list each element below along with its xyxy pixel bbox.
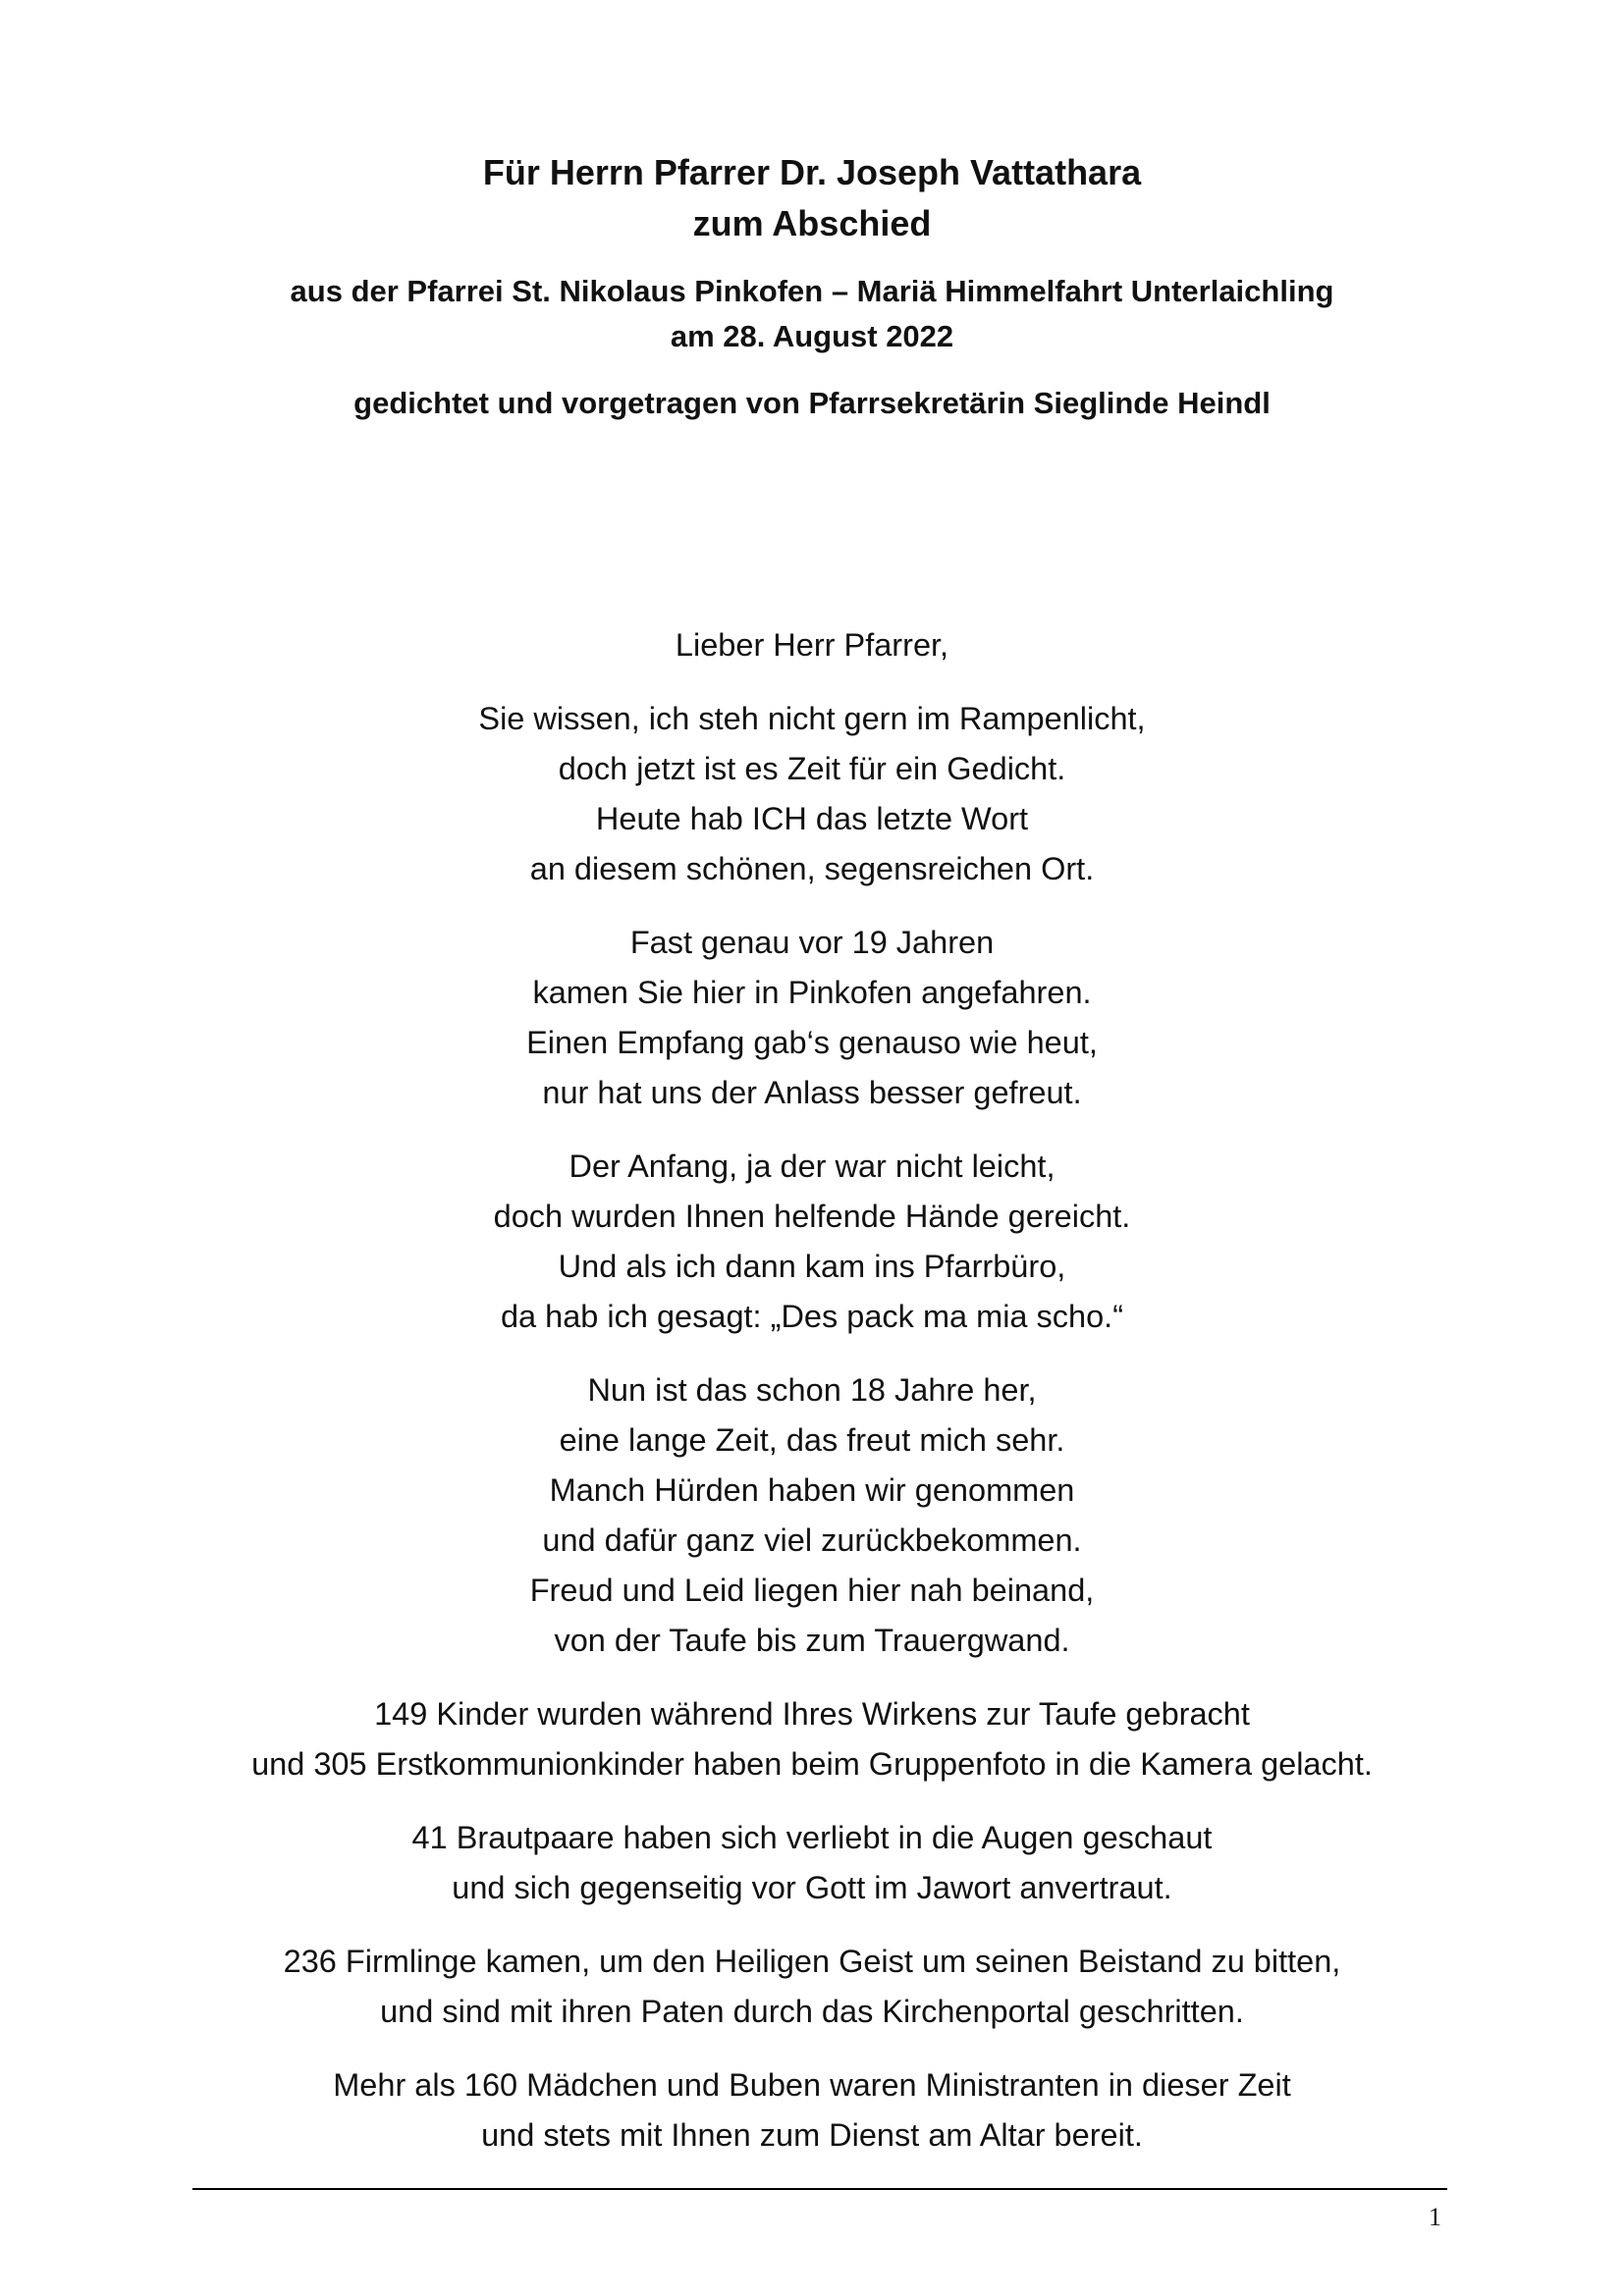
stanza-5 <box>0 1689 1624 1789</box>
poem-line: 236 Firmlinge kamen, um den Heiligen Geist um seinen Beistand zu bitten, <box>283 1944 1341 1979</box>
poem-line: 149 Kinder wurden während Ihres Wirkens zur Taufe gebracht <box>374 1696 1250 1732</box>
poem-line: Nun ist das schon 18 Jahre her, <box>587 1372 1037 1408</box>
poem <box>0 620 1624 2184</box>
stanza-1 <box>0 694 1624 894</box>
poem-line: doch jetzt ist es Zeit für ein Gedicht. <box>558 751 1066 786</box>
poem-line: da hab ich gesagt: „Des pack ma mia scho.“ <box>500 1299 1124 1334</box>
stanza-3 <box>0 1142 1624 1342</box>
poem-line: Freud und Leid liegen hier nah beinand, <box>529 1573 1095 1608</box>
document-header <box>0 147 1624 426</box>
poem-line: Mehr als 160 Mädchen und Buben waren Ministranten in dieser Zeit <box>333 2067 1291 2103</box>
poem-line: und dafür ganz viel zurückbekommen. <box>542 1522 1082 1558</box>
poem-line: Fast genau vor 19 Jahren <box>629 925 995 960</box>
occasion-block <box>0 269 1624 359</box>
stanza-7 <box>0 1937 1624 2037</box>
salutation: Lieber Herr Pfarrer, <box>675 627 949 663</box>
poem-line: an diesem schönen, segensreichen Ort. <box>529 851 1095 886</box>
poem-line: doch wurden Ihnen helfende Hände gereicht. <box>493 1199 1131 1234</box>
poem-line: und sind mit ihren Paten durch das Kirchenportal geschritten. <box>380 1994 1244 2029</box>
poem-line: Manch Hürden haben wir genommen <box>549 1472 1075 1508</box>
stanza-2 <box>0 918 1624 1118</box>
poem-line: Heute hab ICH das letzte Wort <box>595 801 1029 836</box>
poem-line: eine lange Zeit, das freut mich sehr. <box>559 1422 1065 1458</box>
stanza-6 <box>0 1813 1624 1913</box>
poem-line: und stets mit Ihnen zum Dienst am Altar bereit. <box>481 2117 1143 2153</box>
title-line-2: zum Abschied <box>692 203 932 243</box>
stanza-8 <box>0 2060 1624 2161</box>
poem-line: Und als ich dann kam ins Pfarrbüro, <box>558 1249 1066 1284</box>
author-line: gedichtet und vorgetragen von Pfarrsekretärin Sieglinde Heindl <box>353 386 1271 420</box>
poem-line: nur hat uns der Anlass besser gefreut. <box>542 1075 1082 1110</box>
occasion-line-1: aus der Pfarrei St. Nikolaus Pinkofen – Mariä Himmelfahrt Unterlaichling <box>290 274 1334 308</box>
poem-line: und 305 Erstkommunionkinder haben beim Gruppenfoto in die Kamera gelacht. <box>251 1746 1373 1782</box>
poem-line: Sie wissen, ich steh nicht gern im Rampenlicht, <box>478 701 1146 736</box>
occasion-line-2: am 28. August 2022 <box>670 319 954 353</box>
poem-line: Einen Empfang gab‘s genauso wie heut, <box>526 1025 1098 1060</box>
title-line-1: Für Herrn Pfarrer Dr. Joseph Vattathara <box>482 152 1142 192</box>
poem-line: und sich gegenseitig vor Gott im Jawort anvertraut. <box>452 1870 1172 1905</box>
page-number: 1 <box>1429 2203 1441 2231</box>
poem-line: Der Anfang, ja der war nicht leicht, <box>568 1148 1056 1184</box>
poem-line: kamen Sie hier in Pinkofen angefahren. <box>532 975 1092 1010</box>
stanza-4 <box>0 1365 1624 1666</box>
footer-divider <box>192 2188 1447 2190</box>
poem-line: von der Taufe bis zum Trauergwand. <box>554 1623 1070 1658</box>
poem-line: 41 Brautpaare haben sich verliebt in die Augen geschaut <box>411 1820 1213 1855</box>
